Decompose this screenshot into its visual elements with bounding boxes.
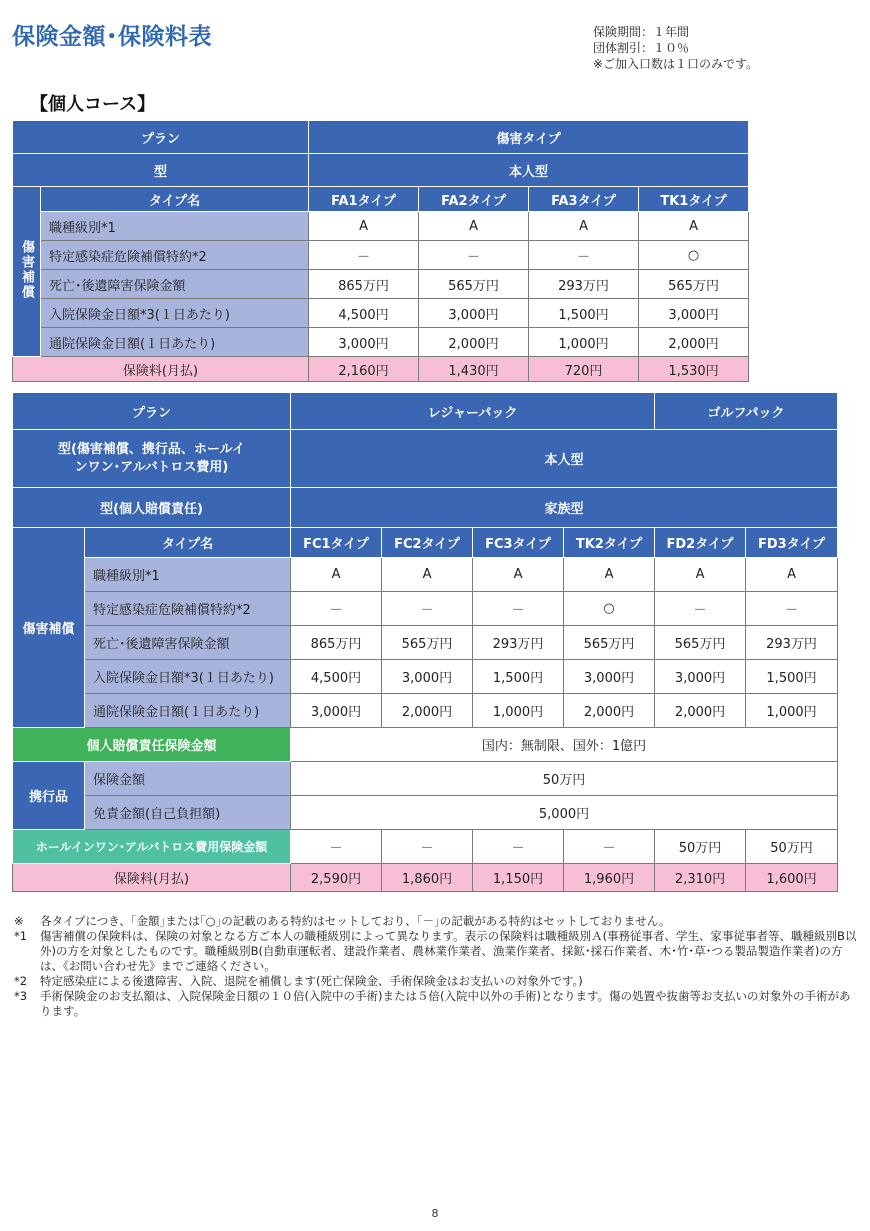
cell: 565万円	[564, 626, 655, 660]
row-label: 特定感染症危険補償特約*2	[41, 241, 309, 270]
premium-cell: 2,160円	[309, 357, 419, 382]
type-header: FA1タイプ	[309, 187, 419, 212]
cell: 3,000円	[639, 299, 749, 328]
belongings-label: 携行品	[13, 762, 85, 830]
cell: A	[746, 558, 838, 592]
row-label: 入院保険金日額*3(１日あたり)	[85, 660, 291, 694]
premium-cell: 1,530円	[639, 357, 749, 382]
cell: －	[291, 830, 382, 864]
policy-meta	[593, 24, 758, 72]
policy-period: 保険期間：１年間	[593, 25, 690, 39]
section-label-text: 傷害補償	[19, 239, 34, 300]
cell: 50万円	[746, 830, 838, 864]
footnote-mark: ※	[14, 914, 24, 928]
page-number: 8	[431, 1207, 439, 1220]
row-label: 入院保険金日額*3(１日あたり)	[41, 299, 309, 328]
premium-cell: 1,860円	[382, 864, 473, 892]
cell: －	[309, 241, 419, 270]
footnote-text: 特定感染症による後遺障害、入院、退院を補償します(死亡保険金、手術保険金はお支払いの対象外です。)	[40, 974, 583, 988]
footnote-mark: *1	[14, 929, 28, 943]
cell: A	[639, 212, 749, 241]
cell: A	[655, 558, 746, 592]
type-header: FA3タイプ	[529, 187, 639, 212]
cell: －	[473, 830, 564, 864]
footnote-text: 傷害補償の保険料は、保険の対象となる方ご本人の職種級別によって異なります。表示の保険料は職種級別Ａ(事務従事者、学生、家事従事者等、職種級別B以外)の方を対象としたものです。職種級別B(自動車運転者、建設作業者、農林業作業者、漁業作業者、採鉱･採石作業者、木･竹･草･つる製品製造作業者)の方は、《お問い合わせ先》までご連絡ください。	[40, 929, 857, 973]
row-label: 通院保険金日額(１日あたり)	[41, 328, 309, 357]
hole-in-one-label: ホールインワン･アルバトロス費用保険金額	[13, 830, 291, 864]
cell: 293万円	[746, 626, 838, 660]
cell: 3,000円	[309, 328, 419, 357]
cell: －	[382, 592, 473, 626]
type-header: FD3タイプ	[746, 528, 838, 558]
cell: 3,000円	[655, 660, 746, 694]
footnote-text: 各タイプにつき、｢金額｣または｢○｣の記載のある特約はセットしており、｢－｣の記載がある特約はセットしておりません。	[40, 914, 671, 928]
row-label: 特定感染症危険補償特約*2	[85, 592, 291, 626]
page-title: 保険金額･保険料表	[12, 24, 212, 50]
type-header: FC3タイプ	[473, 528, 564, 558]
cell: 3,000円	[291, 694, 382, 728]
premium-cell: 1,150円	[473, 864, 564, 892]
type2-label: 型(個人賠償責任)	[13, 488, 291, 528]
premium-label: 保険料(月払)	[13, 864, 291, 892]
row-label: 死亡･後遺障害保険金額	[41, 270, 309, 299]
cell: 2,000円	[382, 694, 473, 728]
cell: 2,000円	[564, 694, 655, 728]
section-label: 傷害補償	[13, 528, 85, 728]
cell: 293万円	[529, 270, 639, 299]
footnote-mark: *3	[14, 989, 28, 1003]
row-label: 通院保険金日額(１日あたり)	[85, 694, 291, 728]
cell: 1,500円	[746, 660, 838, 694]
cell: 4,500円	[309, 299, 419, 328]
group-discount: 団体割引：１０％	[593, 41, 690, 55]
cell: 3,000円	[564, 660, 655, 694]
plan-leisure: レジャーパック	[291, 393, 655, 430]
belongings-deductible-label: 免責金額(自己負担額)	[85, 796, 291, 830]
cell: 2,000円	[655, 694, 746, 728]
type-label: 型	[13, 154, 309, 187]
cell: 4,500円	[291, 660, 382, 694]
liability-label: 個人賠償責任保険金額	[13, 728, 291, 762]
cell: －	[291, 592, 382, 626]
premium-label: 保険料(月払)	[13, 357, 309, 382]
belongings-amount-value: 50万円	[291, 762, 838, 796]
cell: A	[291, 558, 382, 592]
typename-label: タイプ名	[41, 187, 309, 212]
cell: 1,000円	[529, 328, 639, 357]
course-title: 【個人コース】	[30, 94, 156, 115]
row-label: 職種級別*1	[41, 212, 309, 241]
cell: －	[382, 830, 473, 864]
plan-label: プラン	[13, 121, 309, 154]
cell: A	[564, 558, 655, 592]
type-header: TK2タイプ	[564, 528, 655, 558]
footnote-mark: *2	[14, 974, 28, 988]
cell: 3,000円	[419, 299, 529, 328]
type2-value: 家族型	[291, 488, 838, 528]
plan-golf: ゴルフパック	[655, 393, 838, 430]
type-header: TK1タイプ	[639, 187, 749, 212]
cell: A	[473, 558, 564, 592]
premium-cell: 1,430円	[419, 357, 529, 382]
leisure-golf-table	[12, 392, 838, 892]
cell: A	[419, 212, 529, 241]
cell: －	[529, 241, 639, 270]
cell: －	[564, 830, 655, 864]
cell: 1,000円	[473, 694, 564, 728]
footnote	[14, 989, 859, 1019]
premium-cell: 1,960円	[564, 864, 655, 892]
plan-value: 傷害タイプ	[309, 121, 749, 154]
belongings-amount-label: 保険金額	[85, 762, 291, 796]
cell: A	[529, 212, 639, 241]
premium-cell: 720円	[529, 357, 639, 382]
footnote-text: 手術保険金のお支払額は、入院保険金日額の１０倍(入院中の手術)または５倍(入院中以外の手術)となります。傷の処置や抜歯等お支払いの対象外の手術があります。	[40, 989, 851, 1018]
liability-value: 国内：無制限、国外：1億円	[291, 728, 838, 762]
cell: A	[382, 558, 473, 592]
footnote	[14, 974, 859, 989]
plan-label: プラン	[13, 393, 291, 430]
cell: 865万円	[309, 270, 419, 299]
cell: A	[309, 212, 419, 241]
cell: －	[419, 241, 529, 270]
type-header: FD2タイプ	[655, 528, 746, 558]
cell: 2,000円	[639, 328, 749, 357]
cell: 293万円	[473, 626, 564, 660]
type1-label: 型(傷害補償、携行品、ホールインワン･アルバトロス費用)	[13, 430, 291, 488]
type-header: FC2タイプ	[382, 528, 473, 558]
cell: 1,000円	[746, 694, 838, 728]
cell: 2,000円	[419, 328, 529, 357]
cell: 565万円	[382, 626, 473, 660]
typename-label: タイプ名	[85, 528, 291, 558]
premium-cell: 2,590円	[291, 864, 382, 892]
type-header: FA2タイプ	[419, 187, 529, 212]
cell: 565万円	[419, 270, 529, 299]
cell: 3,000円	[382, 660, 473, 694]
cell: 865万円	[291, 626, 382, 660]
premium-cell: 1,600円	[746, 864, 838, 892]
cell: 1,500円	[473, 660, 564, 694]
cell: 565万円	[639, 270, 749, 299]
cell: －	[473, 592, 564, 626]
premium-cell: 2,310円	[655, 864, 746, 892]
units-note: ※ご加入口数は１口のみです。	[593, 57, 759, 71]
cell: －	[655, 592, 746, 626]
footnote	[14, 914, 859, 929]
cell: 50万円	[655, 830, 746, 864]
cell: －	[746, 592, 838, 626]
section-label	[13, 187, 41, 357]
cell: ○	[639, 241, 749, 270]
personal-course-table	[12, 120, 749, 382]
type-value: 本人型	[309, 154, 749, 187]
type-header: FC1タイプ	[291, 528, 382, 558]
type1-value: 本人型	[291, 430, 838, 488]
row-label: 死亡･後遺障害保険金額	[85, 626, 291, 660]
cell: 1,500円	[529, 299, 639, 328]
row-label: 職種級別*1	[85, 558, 291, 592]
belongings-deductible-value: 5,000円	[291, 796, 838, 830]
cell: 565万円	[655, 626, 746, 660]
cell: ○	[564, 592, 655, 626]
footnotes	[14, 914, 859, 1019]
footnote	[14, 929, 859, 974]
